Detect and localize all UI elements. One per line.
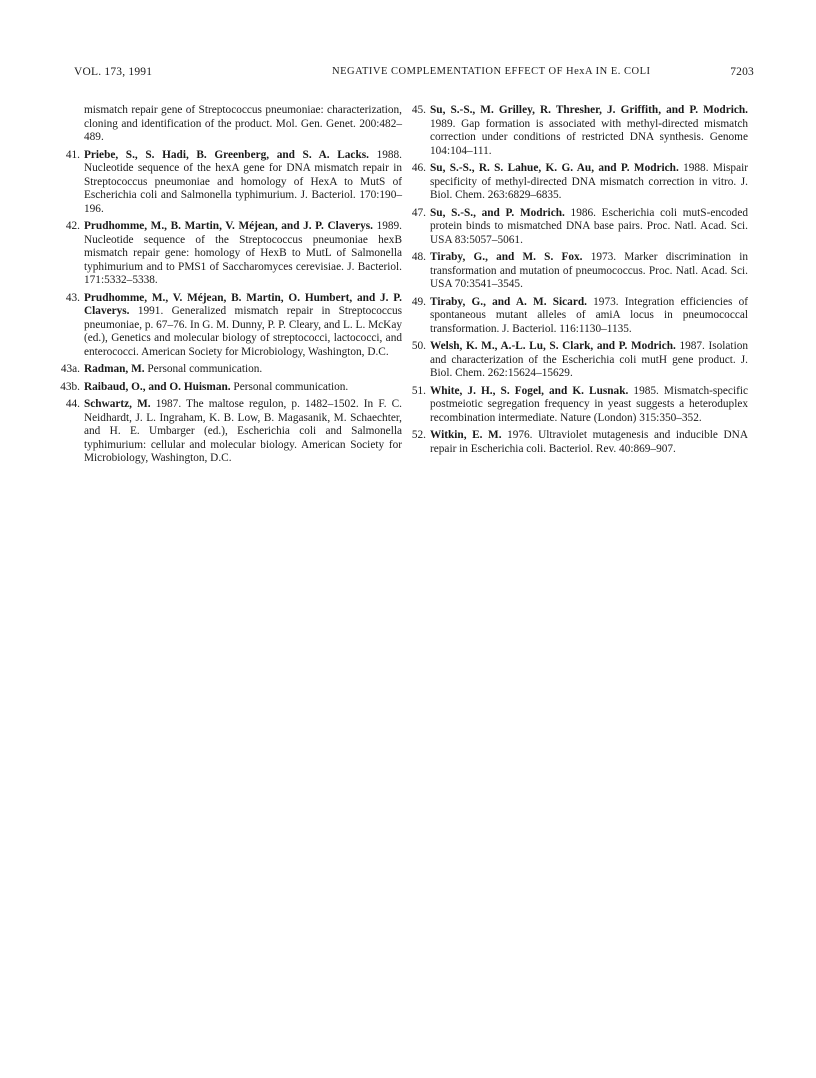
reference-entry xyxy=(65,220,402,288)
reference-entry xyxy=(411,384,749,426)
reference-entry xyxy=(60,380,402,395)
reference-number: 43a. xyxy=(60,363,80,375)
reference-entry xyxy=(84,104,402,145)
reference-authors: Tiraby, G., and M. S. Fox. xyxy=(430,251,583,263)
reference-authors: Su, S.-S., M. Grilley, R. Thresher, J. Griffith, and P. Modrich. xyxy=(430,104,748,116)
reference-entry xyxy=(65,148,402,217)
reference-text: 1985. Mismatch-specific postmeiotic segregation frequency in yeast suggests a heteroduplex recombination intermediate. Nature (London) 315:350–352. xyxy=(430,384,749,424)
reference-number: 44. xyxy=(65,398,80,410)
reference-authors: Prudhomme, M., V. Méjean, B. Martin, O. Humbert, and J. P. Claverys. xyxy=(84,291,402,317)
reference-authors: Witkin, E. M. xyxy=(430,429,502,441)
reference-entry xyxy=(411,429,748,456)
reference-authors: Raibaud, O., and O. Huisman. xyxy=(84,380,231,393)
reference-authors: Radman, M. xyxy=(84,363,145,375)
reference-entry xyxy=(411,104,748,158)
reference-number: 42. xyxy=(65,220,80,232)
reference-authors: Schwartz, M. xyxy=(84,398,151,410)
reference-authors: Su, S.-S., R. S. Lahue, K. G. Au, and P. Modrich. xyxy=(430,162,679,174)
reference-text: Personal communication. xyxy=(144,363,263,375)
reference-text: 1988. Mispair specificity of methyl-directed DNA mismatch correction in vitro. J. Biol. Chem. 263:6829–6835. xyxy=(430,162,748,201)
reference-entry xyxy=(60,363,402,377)
reference-text: 1986. Escherichia coli mutS-encoded protein binds to mismatched DNA base pairs. Proc. Natl. Acad. Sci. USA 83:5057–5061. xyxy=(430,206,748,246)
reference-text: 1991. Generalized mismatch repair in Streptococcus pneumoniae, p. 67–76. In G. M. Dunny, P. P. Cleary, and L. L. McKay (ed.), Genetics and molecular biology of streptococci, lactococci, and enterococci. American Society for Microbiology, Washington, D.C. xyxy=(84,305,402,358)
reference-entry xyxy=(65,398,402,466)
reference-entry xyxy=(411,251,748,292)
reference-number: 43b. xyxy=(60,380,80,393)
reference-number: 51. xyxy=(411,384,426,397)
reference-number: 45. xyxy=(411,104,426,116)
reference-authors: Prudhomme, M., B. Martin, V. Méjean, and J. P. Claverys. xyxy=(84,220,373,232)
reference-column-left xyxy=(60,104,402,470)
reference-text: 1987. The maltose regulon, p. 1482–1502. In F. C. Neidhardt, J. L. Ingraham, K. B. Low, B. Magasanik, M. Schaechter, and H. E. Umbarger (ed.), Escherichia coli and Salmonella typhimurium: cellular and molecular biology. American Society for Microbiology, Washington, D.C. xyxy=(84,398,402,464)
running-title: NEGATIVE COMPLEMENTATION EFFECT OF HexA IN E. COLI xyxy=(332,66,651,77)
reference-column-right xyxy=(411,104,749,460)
page-number: 7203 xyxy=(730,66,754,78)
reference-number: 48. xyxy=(411,251,426,263)
reference-entry xyxy=(411,162,748,203)
reference-entry xyxy=(411,295,748,337)
reference-text: mismatch repair gene of Streptococcus pneumoniae: characterization, cloning and identification of the product. Mol. Gen. Genet. 200:482–489. xyxy=(84,104,402,143)
reference-number: 49. xyxy=(411,295,426,308)
reference-text: 1989. Gap formation is associated with methyl-directed mismatch correction under conditions of restricted DNA synthesis. Genome 104:104–111. xyxy=(430,117,748,157)
reference-number: 46. xyxy=(411,162,426,174)
reference-entry xyxy=(411,340,749,381)
reference-entry xyxy=(411,206,748,248)
reference-text: Personal communication. xyxy=(230,380,349,393)
reference-text: 1988. Nucleotide sequence of the hexA gene for DNA mismatch repair in Streptococcus pneumoniae and homology of HexA to MutS of Escherichia coli and Salmonella typhimurium. J. Bacteriol. 170:190–196. xyxy=(84,148,402,215)
reference-authors: Welsh, K. M., A.-L. Lu, S. Clark, and P. Modrich. xyxy=(430,340,676,352)
reference-number: 52. xyxy=(411,429,426,441)
reference-authors: Priebe, S., S. Hadi, B. Greenberg, and S. A. Lacks. xyxy=(84,148,369,161)
reference-authors: Su, S.-S., and P. Modrich. xyxy=(430,206,565,219)
reference-number: 41. xyxy=(65,148,80,161)
reference-entry xyxy=(65,291,402,360)
reference-authors: White, J. H., S. Fogel, and K. Lusnak. xyxy=(430,384,629,397)
reference-text: 1987. Isolation and characterization of the Escherichia coli mutH gene product. J. Biol. Chem. 262:15624–15629. xyxy=(430,340,749,379)
reference-text: 1976. Ultraviolet mutagenesis and inducible DNA repair in Escherichia coli. Bacteriol. Rev. 40:869–907. xyxy=(430,429,748,455)
reference-number: 47. xyxy=(411,206,426,219)
reference-number: 50. xyxy=(411,340,426,352)
reference-text: 1989. Nucleotide sequence of the Streptococcus pneumoniae hexB mismatch repair gene: homology of HexB to MutL of Salmonella typhimurium and to PMS1 of Saccharomyces cerevisiae. J. Bacteriol. 171:5332–5338. xyxy=(84,220,402,286)
volume-label: VOL. 173, 1991 xyxy=(74,66,153,78)
reference-text: 1973. Integration efficiencies of spontaneous mutant alleles of amiA locus in pneumococcal transformation. J. Bacteriol. 116:1130–1135. xyxy=(430,295,748,335)
running-header xyxy=(74,66,754,84)
reference-text: 1973. Marker discrimination in transformation and mutation of pneumococcus. Proc. Natl. Acad. Sci. USA 70:3541–3545. xyxy=(430,251,748,290)
reference-number: 43. xyxy=(65,291,80,304)
reference-authors: Tiraby, G., and A. M. Sicard. xyxy=(430,295,587,308)
